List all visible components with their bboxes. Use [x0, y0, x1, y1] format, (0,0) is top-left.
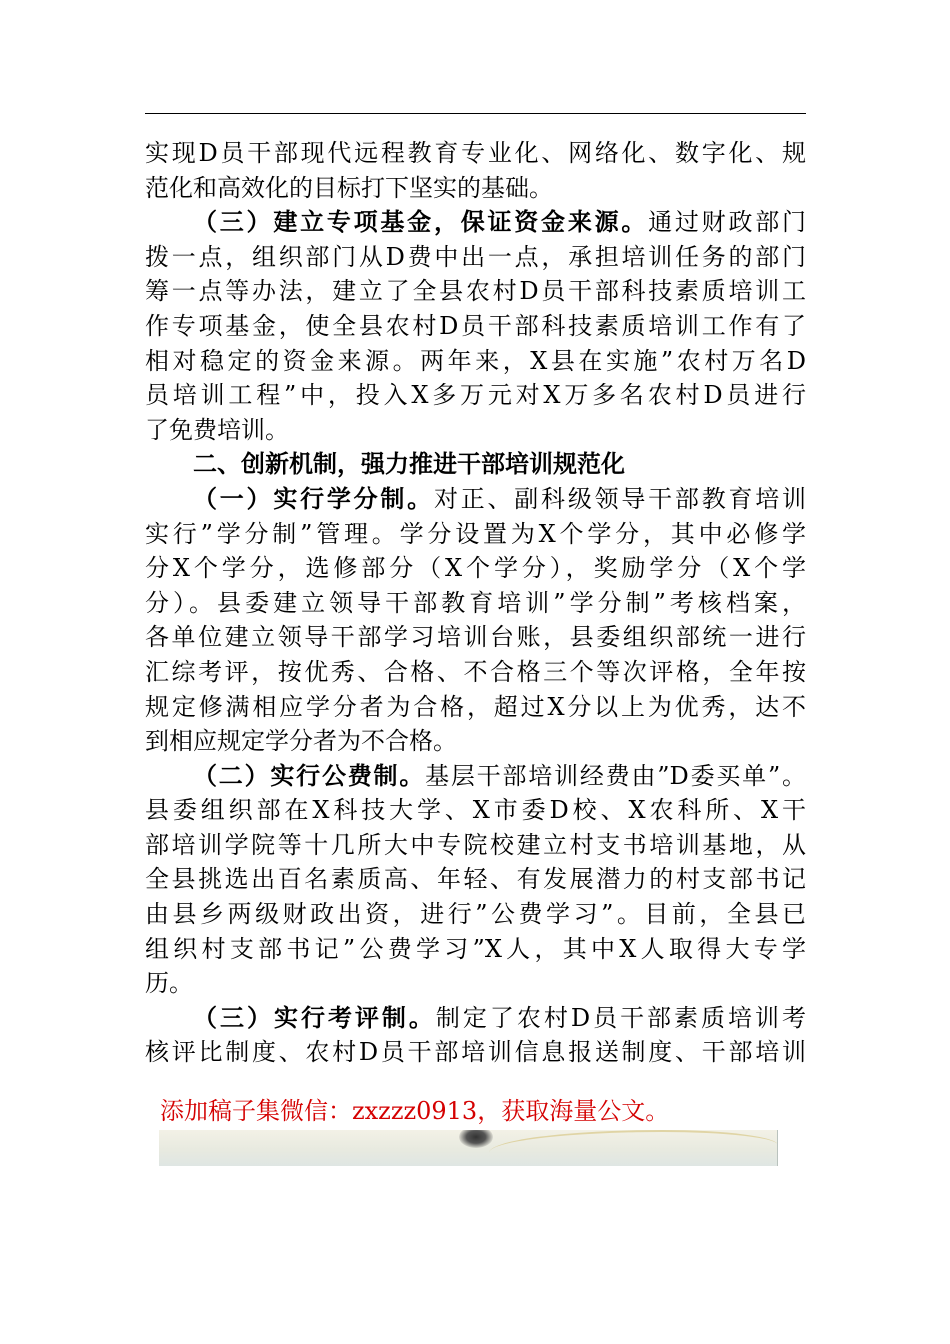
- subsection-lead: （三）实行考评制。: [193, 1003, 436, 1032]
- paragraph-line: 实行”学分制”管理。学分设置为X个学分，其中必修学: [145, 519, 806, 548]
- paragraph-first-line: [145, 1001, 806, 1036]
- header-rule: [145, 113, 806, 114]
- paragraph-line: 部培训学院等十几所大中专院校建立村支书培训基地，从: [145, 830, 806, 859]
- paragraph-text: 通过财政部门: [648, 208, 806, 237]
- paragraph-line: 到相应规定学分者为不合格。: [145, 727, 457, 756]
- paragraph-line: 范化和高效化的目标打下坚实的基础。: [145, 173, 553, 202]
- decorative-strip-edge: [159, 1130, 778, 1166]
- paragraph-line: 实现D员干部现代远程教育专业化、网络化、数字化、规: [145, 139, 806, 167]
- paragraph-line: 全县挑选出百名素质高、年轻、有发展潜力的村支部书记: [145, 865, 806, 894]
- subsection-lead: （一）实行学分制。: [193, 484, 434, 513]
- paragraph-text: 制定了农村D员干部素质培训考: [435, 1003, 806, 1032]
- promo-text: 添加稿子集微信：zxzzz0913，获取海量公文。: [160, 1097, 670, 1125]
- paragraph-line: 了免费培训。: [145, 415, 289, 444]
- subsection-lead: （三）建立专项基金，保证资金来源。: [193, 208, 649, 237]
- paragraph-line: 县委组织部在X科技大学、X市委D校、X农科所、X干: [145, 796, 806, 825]
- paragraph-first-line: [145, 482, 806, 517]
- section-heading: 二、创新机制，强力推进干部培训规范化: [193, 450, 625, 479]
- paragraph-line: 汇综考评，按优秀、合格、不合格三个等次评格，全年按: [145, 657, 806, 686]
- paragraph-line: 组织村支部书记”公费学习”X人，其中X人取得大专学: [145, 934, 806, 963]
- paragraph-line: 分X个学分，选修部分（X个学分），奖励学分（X个学: [145, 554, 806, 583]
- decorative-image-strip: [159, 1130, 778, 1166]
- paragraph-line: 员培训工程”中，投入X多万元对X万多名农村D员进行: [145, 381, 806, 410]
- paragraph-line: 规定修满相应学分者为合格，超过X分以上为优秀，达不: [145, 692, 806, 721]
- paragraph-line: 核评比制度、农村D员干部培训信息报送制度、干部培训: [145, 1038, 806, 1067]
- paragraph-first-line: [145, 759, 806, 794]
- document-body: [145, 136, 806, 1070]
- paragraph-first-line: [145, 205, 806, 240]
- paragraph-line: 筹一点等办法，建立了全县农村D员干部科技素质培训工: [145, 277, 806, 306]
- paragraph-line: 拨一点，组织部门从D费中出一点，承担培训任务的部门: [145, 242, 806, 271]
- paragraph-line: 各单位建立领导干部学习培训台账，县委组织部统一进行: [145, 623, 806, 652]
- subsection-lead: （二）实行公费制。: [193, 761, 426, 790]
- paragraph-line: 作专项基金，使全县农村D员干部科技素质培训工作有了: [145, 311, 806, 340]
- paragraph-line: 相对稳定的资金来源。两年来，X县在实施”农村万名D: [145, 346, 806, 375]
- paragraph-line: 分）。县委建立领导干部教育培训”学分制”考核档案，: [145, 588, 806, 617]
- paragraph-text: 对正、副科级领导干部教育培训: [433, 484, 806, 513]
- paragraph-line: 由县乡两级财政出资，进行”公费学习”。目前，全县已: [145, 900, 806, 929]
- paragraph-line: 历。: [145, 969, 193, 998]
- paragraph-text: 基层干部培训经费由”D委买单”。: [425, 761, 806, 790]
